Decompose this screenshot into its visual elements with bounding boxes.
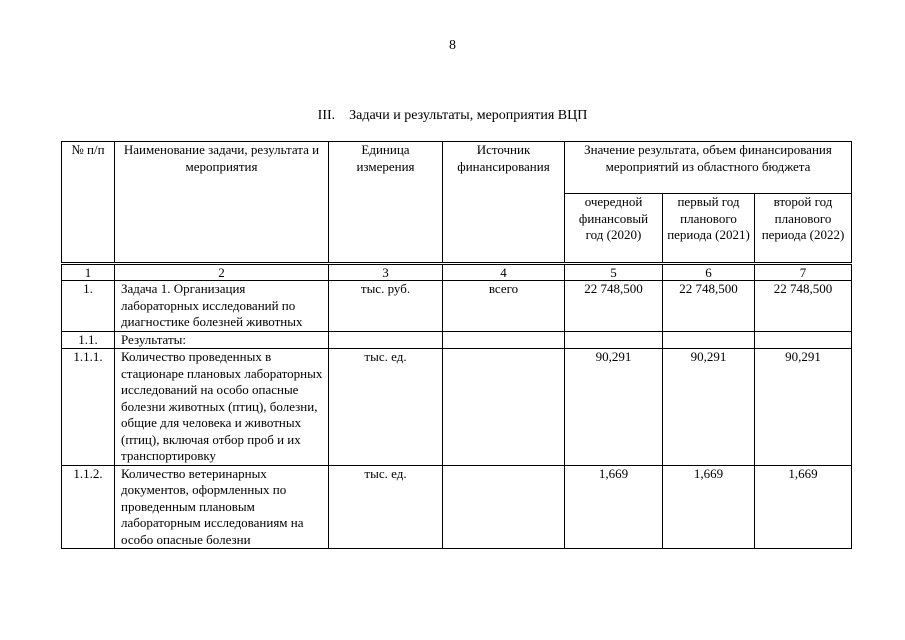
row-value-2022: 1,669 (755, 465, 852, 549)
table-row (62, 349, 852, 466)
header-num: № п/п (62, 142, 115, 264)
row-value-2021: 1,669 (663, 465, 755, 549)
header-unit: Единица измерения (329, 142, 443, 264)
header-name: Наименование задачи, результата и мероприятия (115, 142, 329, 264)
row-source (443, 465, 565, 549)
column-index: 6 (663, 264, 755, 281)
row-value-2022: 22 748,500 (755, 281, 852, 332)
row-value-2021: 90,291 (663, 349, 755, 466)
row-value-2020: 1,669 (565, 465, 663, 549)
row-value-2020: 22 748,500 (565, 281, 663, 332)
section-number: III. (317, 108, 336, 123)
row-num: 1.1.1. (62, 349, 115, 466)
header-source: Источник финансирования (443, 142, 565, 264)
row-unit: тыс. ед. (329, 465, 443, 549)
column-index: 5 (565, 264, 663, 281)
row-num: 1. (62, 281, 115, 332)
row-source: всего (443, 281, 565, 332)
row-name: Результаты: (115, 331, 329, 349)
row-unit: тыс. ед. (329, 349, 443, 466)
header-year-2021: первый год планового периода (2021) (663, 194, 755, 264)
row-source (443, 349, 565, 466)
row-source (443, 331, 565, 349)
column-index: 1 (62, 264, 115, 281)
row-unit: тыс. руб. (329, 281, 443, 332)
section-title (0, 108, 905, 124)
header-value-group: Значение результата, объем финансирования мероприятий из областного бюджета (565, 142, 852, 194)
row-name: Количество проведенных в стационаре плановых лабораторных исследований на особо опасные болезни животных (птиц), болезни, общие для человека и животных (птиц), включая отбор проб и их транспортировку (115, 349, 329, 466)
column-index: 3 (329, 264, 443, 281)
column-index: 4 (443, 264, 565, 281)
row-unit (329, 331, 443, 349)
row-value-2022 (755, 331, 852, 349)
table-row (62, 281, 852, 332)
column-index: 2 (115, 264, 329, 281)
row-num: 1.1. (62, 331, 115, 349)
row-value-2022: 90,291 (755, 349, 852, 466)
row-name: Количество ветеринарных документов, оформленных по проведенным плановым лабораторным исследованиям на особо опасные болезни (115, 465, 329, 549)
row-value-2020: 90,291 (565, 349, 663, 466)
column-index: 7 (755, 264, 852, 281)
header-year-2022: второй год планового периода (2022) (755, 194, 852, 264)
section-title-text: Задачи и результаты, мероприятия ВЦП (349, 108, 588, 123)
row-num: 1.1.2. (62, 465, 115, 549)
page-number: 8 (449, 38, 456, 53)
table-row (62, 465, 852, 549)
row-name: Задача 1. Организация лабораторных исследований по диагностике болезней животных (115, 281, 329, 332)
table-row (62, 331, 852, 349)
row-value-2021: 22 748,500 (663, 281, 755, 332)
column-index-row (62, 264, 852, 281)
header-row-1 (62, 142, 852, 194)
row-value-2020 (565, 331, 663, 349)
tasks-results-table (61, 141, 852, 549)
row-value-2021 (663, 331, 755, 349)
header-year-2020: очередной финансовый год (2020) (565, 194, 663, 264)
